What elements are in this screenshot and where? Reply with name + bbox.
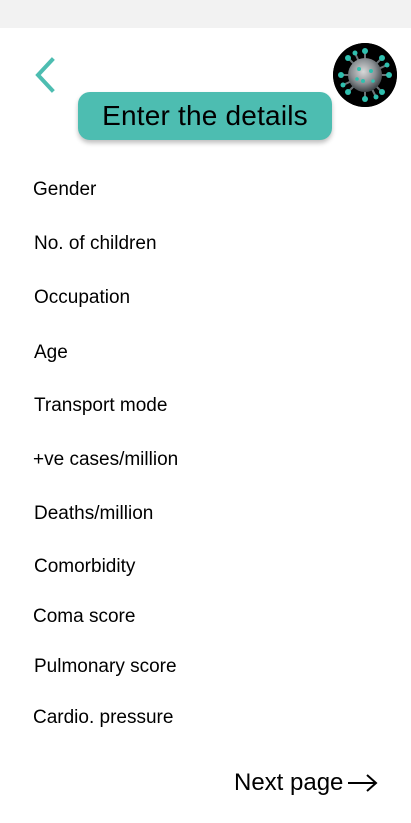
field-occupation[interactable]: Occupation bbox=[34, 287, 131, 308]
field-deaths-per-million[interactable]: Deaths/million bbox=[34, 503, 154, 524]
field-cardio-pressure[interactable]: Cardio. pressure bbox=[33, 707, 174, 728]
field-no-of-children[interactable]: No. of children bbox=[34, 233, 157, 254]
page-title: Enter the details bbox=[78, 92, 332, 140]
next-page-label: Next page bbox=[234, 769, 344, 796]
field-transport-mode[interactable]: Transport mode bbox=[34, 395, 168, 416]
field-comorbidity[interactable]: Comorbidity bbox=[34, 556, 136, 577]
back-button[interactable] bbox=[28, 56, 62, 94]
arrow-right-icon bbox=[347, 773, 379, 793]
next-page-button[interactable] bbox=[234, 768, 379, 798]
field-gender[interactable]: Gender bbox=[33, 179, 97, 200]
field-coma-score[interactable]: Coma score bbox=[33, 606, 136, 627]
avatar[interactable] bbox=[333, 43, 397, 107]
field-positive-cases-per-million[interactable]: +ve cases/million bbox=[33, 449, 179, 470]
field-age[interactable]: Age bbox=[34, 342, 68, 363]
status-bar bbox=[0, 0, 411, 28]
field-pulmonary-score[interactable]: Pulmonary score bbox=[34, 656, 177, 677]
virus-icon bbox=[333, 43, 397, 107]
chevron-left-icon bbox=[34, 57, 56, 93]
